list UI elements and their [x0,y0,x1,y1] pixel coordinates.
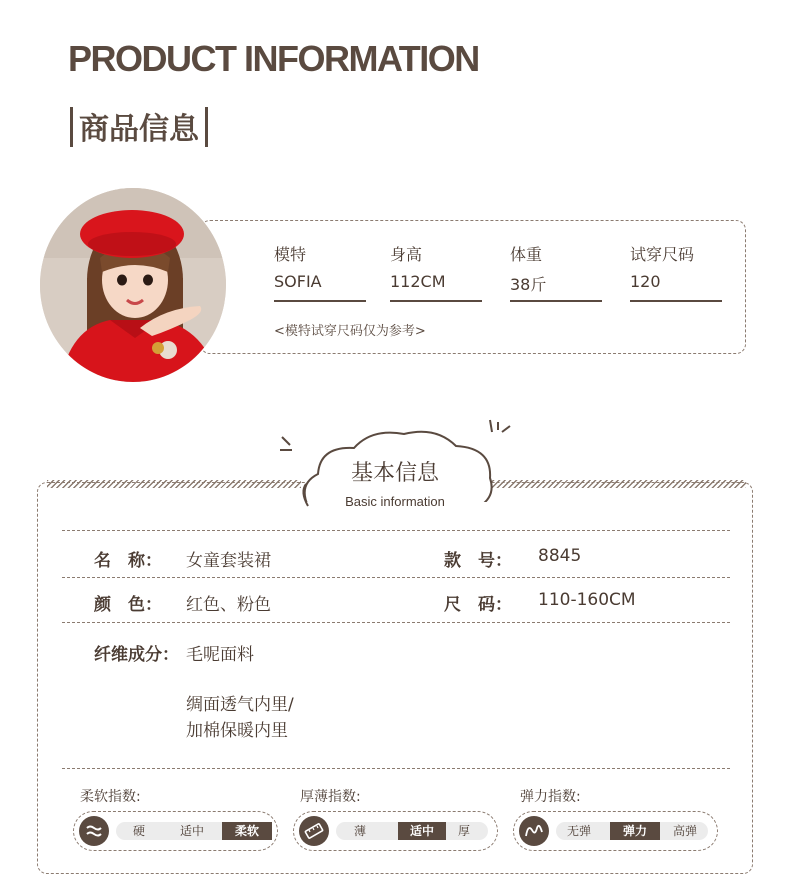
title-bar-right [205,107,208,147]
model-col-height [390,242,482,302]
elasticity-option-none: 无弹 [566,824,591,838]
softness-option-soft: 柔软 [222,822,272,840]
size-label: 尺 码： [444,595,512,615]
model-height-label: 身高 [390,245,423,264]
fiber-label: 纤维成分： [94,645,179,665]
section-title-cn: 基本信息 [350,461,439,486]
spring-icon [519,816,549,846]
softness-option-medium: 适中 [179,824,204,838]
size-value: 110-160CM [538,590,636,610]
model-height-underline [390,300,482,302]
elasticity-option-elastic: 弹力 [610,822,660,840]
wave-icon [79,816,109,846]
model-name-underline [274,300,366,302]
softness-gauge [73,811,278,851]
model-note: <模特试穿尺码仅为参考> [274,324,426,339]
section-title-en: Basic information [345,494,445,509]
thickness-option-thick: 厚 [457,824,470,838]
softness-option-hard: 硬 [132,824,145,838]
name-label: 名 称： [94,551,162,571]
page-title-cn-text: 商品信息 [79,112,199,147]
info-divider-3 [62,622,730,623]
model-weight-label: 体重 [510,245,543,264]
thickness-title: 厚薄指数: [300,789,361,805]
info-divider-1 [62,530,730,531]
model-name-value: SOFIA [274,272,322,291]
style-label: 款 号： [444,551,512,571]
fiber-value-3: 加棉保暖内里 [186,721,288,741]
page-title-cn [70,104,208,148]
name-value: 女童套装裙 [186,551,271,571]
page-title-en: PRODUCT INFORMATION [68,38,479,79]
model-height-value: 112CM [390,272,446,291]
elasticity-gauge [513,811,718,851]
thickness-gauge [293,811,498,851]
softness-title: 柔软指数: [80,789,141,805]
model-size-value: 120 [630,272,661,291]
model-avatar [40,188,226,382]
title-bar-left [70,107,73,147]
model-photo-illustration [40,188,226,382]
model-col-size [630,242,722,302]
color-label: 颜 色： [94,595,162,615]
style-value: 8845 [538,546,582,566]
elasticity-option-high: 高弹 [672,824,697,838]
ruler-icon [299,816,329,846]
model-size-underline [630,300,722,302]
model-col-name [274,242,366,302]
model-weight-underline [510,300,602,302]
model-size-label: 试穿尺码 [630,245,695,264]
thickness-option-medium: 适中 [398,822,446,840]
thickness-option-thin: 薄 [353,824,366,838]
model-col-weight [510,242,602,302]
model-name-label: 模特 [274,245,307,264]
fiber-value-2: 绸面透气内里/ [186,695,294,715]
color-value: 红色、粉色 [186,595,271,615]
fiber-value-1: 毛呢面料 [186,645,254,665]
elasticity-title: 弹力指数: [520,789,581,805]
info-divider-2 [62,577,730,578]
model-weight-value: 38斤 [510,275,547,294]
info-divider-4 [62,768,730,769]
